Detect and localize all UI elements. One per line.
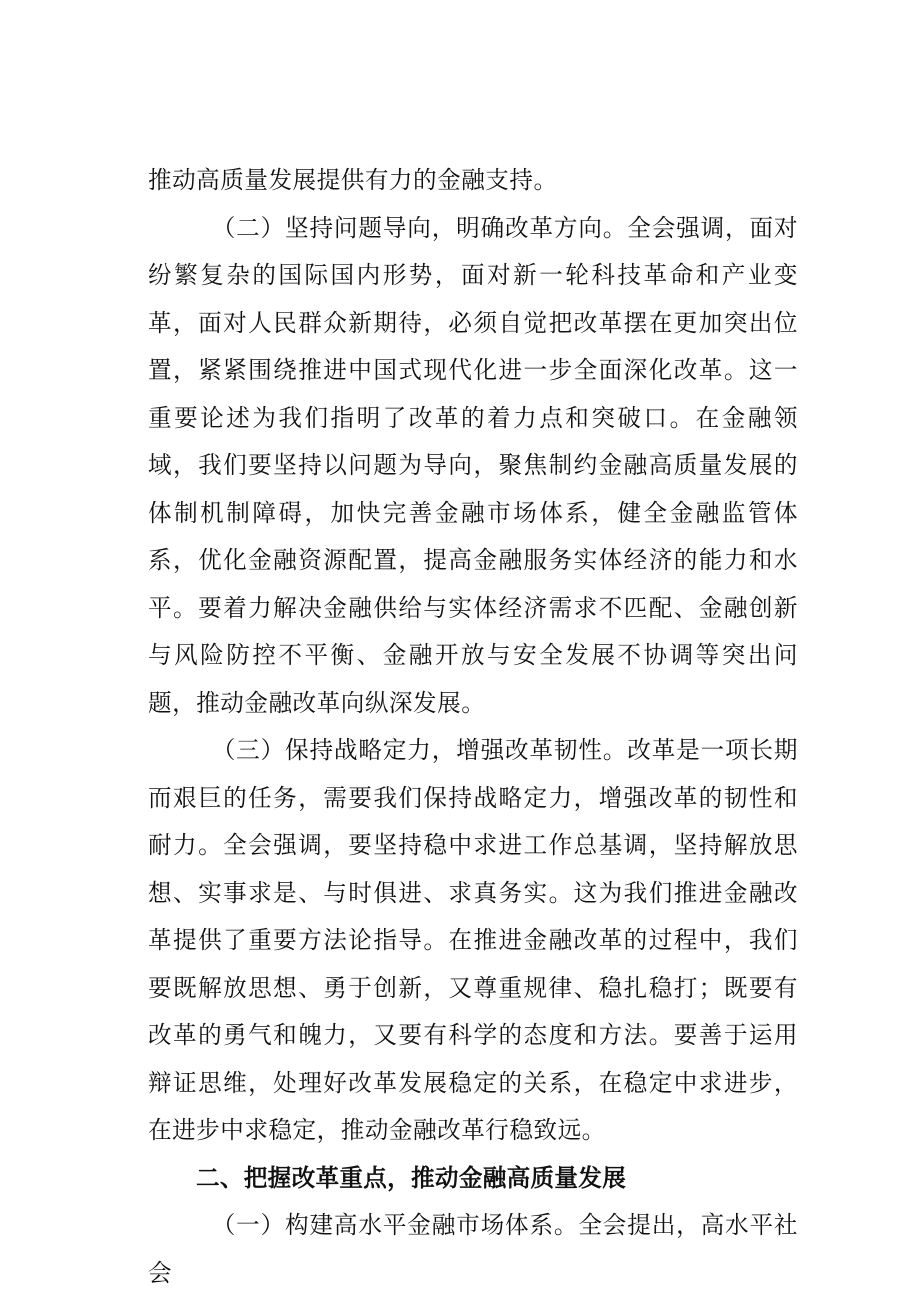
section-heading: 二、把握改革重点，推动金融高质量发展 <box>196 1163 627 1192</box>
paragraph-problem-orientation: （二）坚持问题导向，明确改革方向。全会强调，面对纷繁复杂的国际国内形势，面对新一轮科技革命和产业变革，面对人民群众新期待，必须自觉把改革摆在更加突出位置，紧紧围绕推进中国式现代化进一步全面深化改革。这一重要论述为我们指明了改革的着力点和突破口。在金融领域，我们要坚持以问题为导向，聚焦制约金融高质量发展的体制机制障碍，加快完善金融市场体系，健全金融监管体系，优化金融资源配置，提高金融服务实体经济的能力和水平。要着力解决金融供给与实体经济需求不匹配、金融创新与风险防控不平衡、金融开放与安全发展不协调等突出问题，推动金融改革向纵深发展。 <box>148 213 798 717</box>
paragraph-continuation: 推动高质量发展提供有力的金融支持。 <box>148 166 558 194</box>
document-body <box>148 157 798 1297</box>
paragraph-strategic-focus: （三）保持战略定力，增强改革韧性。改革是一项长期而艰巨的任务，需要我们保持战略定力，增强改革的韧性和耐力。全会强调，要坚持稳中求进工作总基调，坚持解放思想、实事求是、与时俱进、求真务实。这为我们推进金融改革提供了重要方法论指导。在推进金融改革的过程中，我们要既解放思想、勇于创新，又尊重规律、稳扎稳打；既要有改革的勇气和魄力，又要有科学的态度和方法。要善于运用辩证思维，处理好改革发展稳定的关系，在稳定中求进步，在进步中求稳定，推动金融改革行稳致远。 <box>148 736 798 1144</box>
paragraph-market-system: （一）构建高水平金融市场体系。全会提出，高水平社会 <box>148 1211 798 1287</box>
